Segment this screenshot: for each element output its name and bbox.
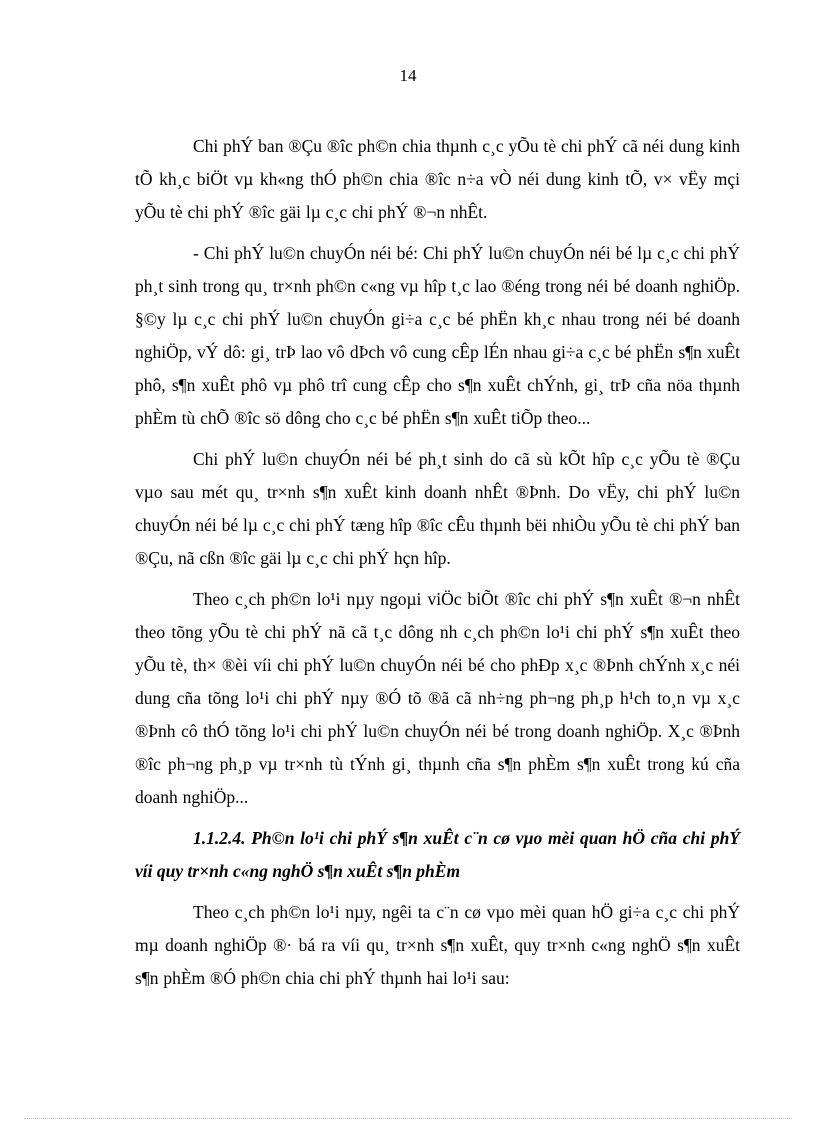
paragraph-final: Theo c¸ch ph©n lo¹i nµy, ngêi ta c¨n cø vµo mèi quan hÖ gi÷a c¸c chi phÝ mµ doanh nghiÖp ®· bá ra víi qu¸ tr×nh s¶n xuÊt, quy tr×nh c«ng nghÖ s¶n xuÊt s¶n phÈm ®Ó ph©n chia chi phÝ thµnh hai lo¹i sau: [135, 902, 740, 988]
section-heading: 1.1.2.4. Ph©n lo¹i chi phÝ s¶n xuÊt c¨n cø vµo mèi quan hÖ cña chi phÝ víi quy tr×nh c«ng nghÖ s¶n xuÊt s¶n phÈm [135, 828, 740, 881]
paragraph-initial-costs: Chi phÝ ban ®Çu ®îc ph©n chia thµnh c¸c yÕu tè chi phÝ cã néi dung kinh tÕ kh¸c biÖt vµ kh«ng thÓ ph©n chia ®îc n÷a vÒ néi dung kinh tÕ, v× vËy mçi yÕu tè chi phÝ ®îc gäi lµ c¸c chi phÝ ®¬n nhÊt. [135, 136, 740, 222]
paragraph-internal-transfer-costs: - Chi phÝ lu©n chuyÓn néi bé: Chi phÝ lu©n chuyÓn néi bé lµ c¸c chi phÝ ph¸t sinh trong qu¸ tr×nh ph©n c«ng vµ hîp t¸c lao ®éng trong néi bé doanh nghiÖp. §©y lµ c¸c chi phÝ lu©n chuyÓn gi÷a c¸c bé phËn kh¸c nhau trong néi bé doanh nghiÖp, vÝ dô: gi¸ trÞ lao vô dÞch vô cung cÊp lÉn nhau gi÷a c¸c bé phËn s¶n xuÊt phô, s¶n xuÊt phô vµ phô trî cung cÊp cho s¶n xuÊt chÝnh, gi¸ trÞ cña nöa thµnh phÈm tù chÕ ®îc sö dông cho c¸c bé phËn s¶n xuÊt tiÕp theo... [135, 243, 740, 428]
page-bottom-rule [24, 1118, 792, 1119]
paragraph-internal-transfer-origin: Chi phÝ lu©n chuyÓn néi bé ph¸t sinh do cã sù kÕt hîp c¸c yÕu tè ®Çu vµo sau mét qu¸ tr×nh s¶n xuÊt kinh doanh nhÊt ®Þnh. Do vËy, chi phÝ lu©n chuyÓn néi bé lµ c¸c chi phÝ tæng hîp ®îc cÊu thµnh bëi nhiÒu yÕu tè chi phÝ ban ®Çu, nã cßn ®îc gäi lµ c¸c chi phÝ hçn hîp. [135, 449, 740, 568]
paragraph-classification-benefit: Theo c¸ch ph©n lo¹i nµy ngoµi viÖc biÕt ®îc chi phÝ s¶n xuÊt ®¬n nhÊt theo tõng yÕu tè chi phÝ nã cã t¸c dông nh c¸ch ph©n lo¹i chi phÝ s¶n xuÊt theo yÕu tè, th× ®èi víi chi phÝ lu©n chuyÓn néi bé cho phÐp x¸c ®Þnh chÝnh x¸c néi dung cña tõng lo¹i chi phÝ nµy ®Ó tõ ®ã cã nh÷ng ph¬ng ph¸p h¹ch to¸n vµ x¸c ®Þnh cô thÓ tõng lo¹i chi phÝ lu©n chuyÓn néi bé trong doanh nghiÖp. X¸c ®Þnh ®îc ph¬ng ph¸p vµ tr×nh tù tÝnh gi¸ thµnh cña s¶n phÈm s¶n xuÊt trong kú cña doanh nghiÖp... [135, 589, 740, 807]
page-number: 14 [399, 66, 417, 85]
document-body [135, 130, 740, 1003]
